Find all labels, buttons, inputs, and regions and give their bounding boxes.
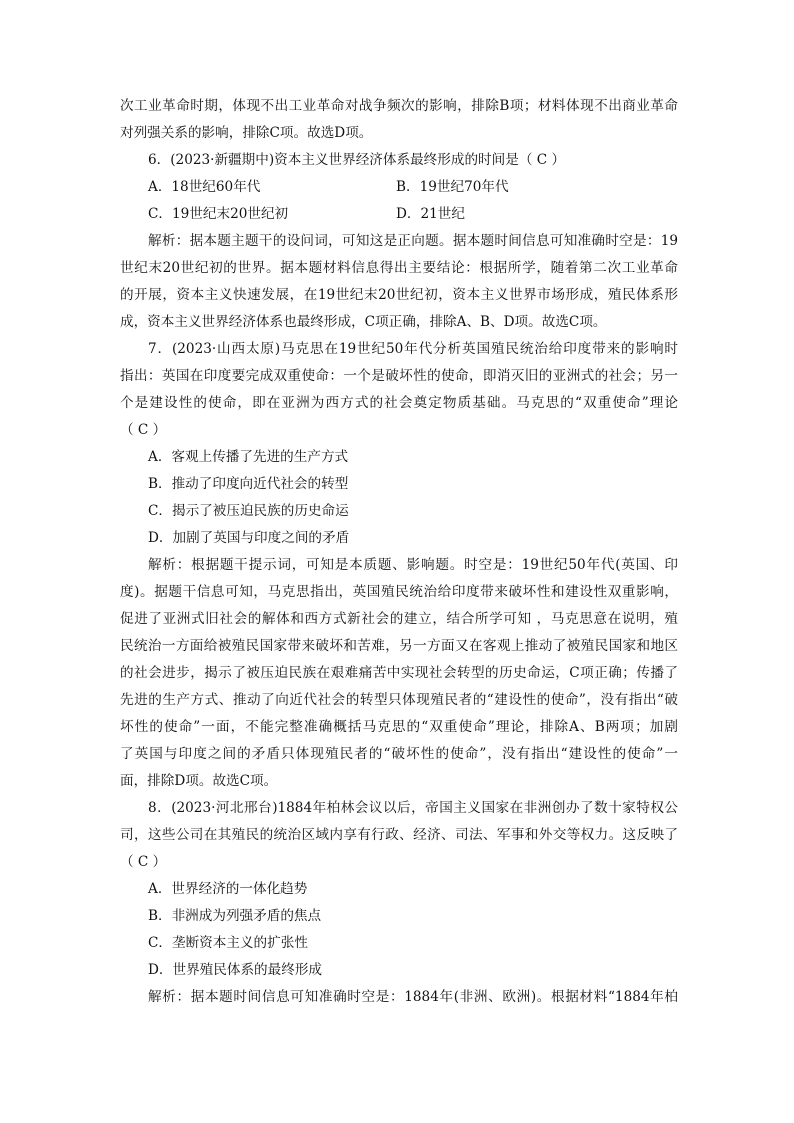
analysis-line: 解析：据本题主题干的设问词，可知这是正向题。据本题时间信息可知准确时空是：19 (148, 233, 678, 249)
text-line: 对列强关系的影响，排除C项。故选D项。 (120, 125, 373, 141)
option-d: D．加剧了英国与印度之间的矛盾 (148, 530, 350, 546)
analysis-line: 的开展，资本主义快速发展，在19世纪末20世纪初，资本主义世界市场形成，殖民体系形 (120, 287, 678, 303)
question-stem: 指出：英国在印度要完成双重使命：一个是破坏性的使命，即消灭旧的亚洲式的社会；另一 (120, 368, 678, 384)
option-a: A．18世纪60年代 (148, 179, 261, 195)
analysis-line: 的社会进步，揭示了被压迫民族在艰难痛苦中实现社会转型的历史命运，C项正确；传播了 (120, 665, 678, 681)
analysis-line: 了英国与印度之间的矛盾只体现殖民者的“破坏性的使命”，没有指出“建设性的使命”一 (120, 746, 678, 762)
question-stem: 7．(2023·山西太原)马克思在19世纪50年代分析英国殖民统治给印度带来的影响时 (148, 341, 678, 357)
analysis-line: 民统治一方面给被殖民国家带来破坏和苦难，另一方面又在客观上推动了被殖民国家和地区 (120, 638, 678, 654)
option-a: A．世界经济的一体化趋势 (148, 881, 308, 897)
answer-bracket: （ C ） (120, 854, 167, 870)
analysis-line: 坏性的使命”一面，不能完整准确概括马克思的“双重使命”理论，排除A、B两项；加剧 (120, 719, 678, 735)
option-d: D．世界殖民体系的最终形成 (148, 962, 323, 978)
question-stem: 个是建设性的使命，即在亚洲为西方式的社会奠定物质基础。马克思的“双重使命”理论 (120, 395, 678, 411)
option-a: A．客观上传播了先进的生产方式 (148, 449, 349, 465)
answer-bracket: （ C ） (120, 422, 167, 438)
question-stem: 6．(2023·新疆期中)资本主义世界经济体系最终形成的时间是（ C ） (148, 152, 566, 168)
option-c: C．垄断资本主义的扩张性 (148, 935, 308, 951)
option-c: C．19世纪末20世纪初 (148, 206, 289, 222)
analysis-line: 先进的生产方式、推动了向近代社会的转型只体现殖民者的“建设性的使命”，没有指出“破 (120, 692, 678, 708)
analysis-line: 世纪末20世纪初的世界。据本题材料信息得出主要结论：根据所学，随着第二次工业革命 (120, 260, 678, 276)
question-stem: 8．(2023·河北邢台)1884年柏林会议以后，帝国主义国家在非洲创办了数十家特权公 (148, 800, 678, 816)
option-c: C．揭示了被压迫民族的历史命运 (148, 503, 349, 519)
analysis-line: 度)。据题干信息可知，马克思指出，英国殖民统治给印度带来破坏性和建设性双重影响， (120, 584, 678, 600)
option-b: B．19世纪70年代 (396, 179, 509, 195)
analysis-line: 解析：据本题时间信息可知准确时空是：1884年(非洲、欧洲)。根据材料“1884年柏 (148, 989, 678, 1005)
analysis-line: 成，资本主义世界经济体系也最终形成，C项正确，排除A、B、D项。故选C项。 (120, 314, 607, 330)
option-d: D．21世纪 (396, 206, 465, 222)
text-line: 次工业革命时期，体现不出工业革命对战争频次的影响，排除B项；材料体现不出商业革命 (120, 98, 678, 114)
analysis-line: 解析：根据题干提示词，可知是本质题、影响题。时空是：19世纪50年代(英国、印 (148, 557, 678, 573)
option-b: B．非洲成为列强矛盾的焦点 (148, 908, 322, 924)
option-b: B．推动了印度向近代社会的转型 (148, 476, 349, 492)
analysis-line: 面，排除D项。故选C项。 (120, 773, 278, 789)
question-stem: 司，这些公司在其殖民的统治区域内享有行政、经济、司法、军事和外交等权力。这反映了 (120, 827, 678, 843)
analysis-line: 促进了亚洲式旧社会的解体和西方式新社会的建立，结合所学可知 ，马克思意在说明，殖 (120, 611, 678, 627)
